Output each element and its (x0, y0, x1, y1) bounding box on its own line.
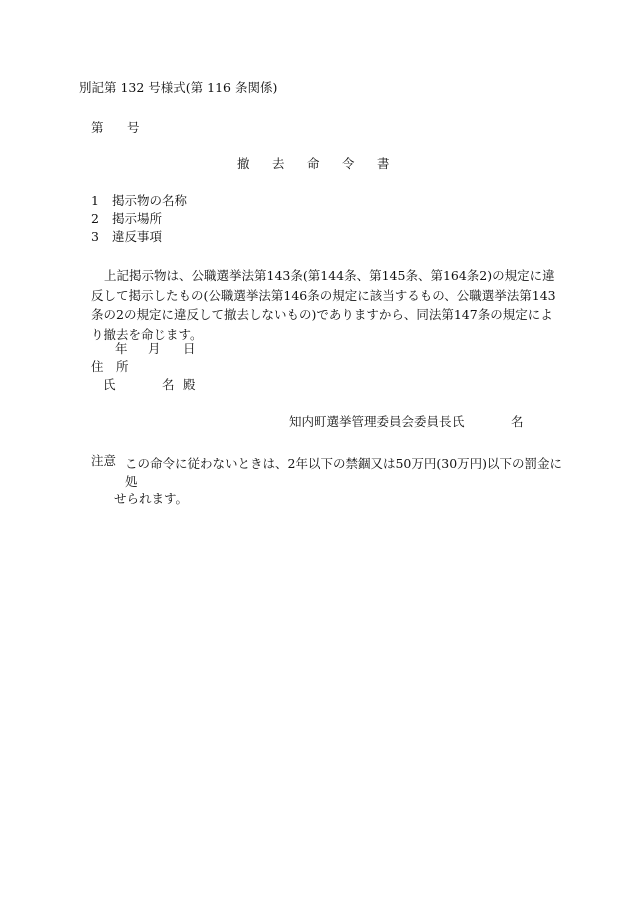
name-mei: 名 (162, 377, 175, 392)
address-label: 住 所 (91, 359, 129, 374)
item-label: 違反事項 (112, 229, 163, 244)
note-label: 注意 (91, 453, 117, 468)
date-year: 年 (115, 341, 128, 356)
number-prefix: 第 (91, 120, 104, 135)
issuer-shi: 氏 (452, 414, 465, 429)
item-number: 3 (91, 229, 99, 244)
form-header: 別記第 132 号様式(第 116 条関係) (79, 80, 278, 95)
title-char: 書 (377, 156, 390, 171)
issuer-title: 知内町選挙管理委員会委員長 (289, 414, 452, 429)
item-number: 1 (91, 193, 99, 208)
name-dono: 殿 (183, 377, 196, 392)
item-number: 2 (91, 211, 99, 226)
number-suffix: 号 (127, 120, 140, 135)
date-month: 月 (148, 341, 161, 356)
issuer-mei: 名 (511, 414, 524, 429)
item-label: 掲示場所 (112, 211, 163, 226)
note-text (114, 455, 565, 508)
order-body-paragraph: 上記掲示物は、公職選挙法第143条(第144条、第145条、第164条2)の規定に違反して掲示したもの(公職選挙法第146条の規定に該当するもの、公職選挙法第143条の2の規定に違反して撤去しないもの)でありますから、同法第147条の規定により撤去を命じます。 (91, 268, 556, 342)
title-char: 去 (272, 156, 285, 171)
note-text-line1: この命令に従わないときは、2年以下の禁錮又は50万円(30万円)以下の罰金に処 (125, 456, 563, 489)
date-day: 日 (183, 341, 196, 356)
note-text-line2: せられます。 (114, 491, 189, 506)
title-char: 命 (307, 156, 320, 171)
title-char: 令 (342, 156, 355, 171)
item-label: 掲示物の名称 (112, 193, 188, 208)
name-shi: 氏 (103, 377, 116, 392)
title-char: 撤 (237, 156, 250, 171)
